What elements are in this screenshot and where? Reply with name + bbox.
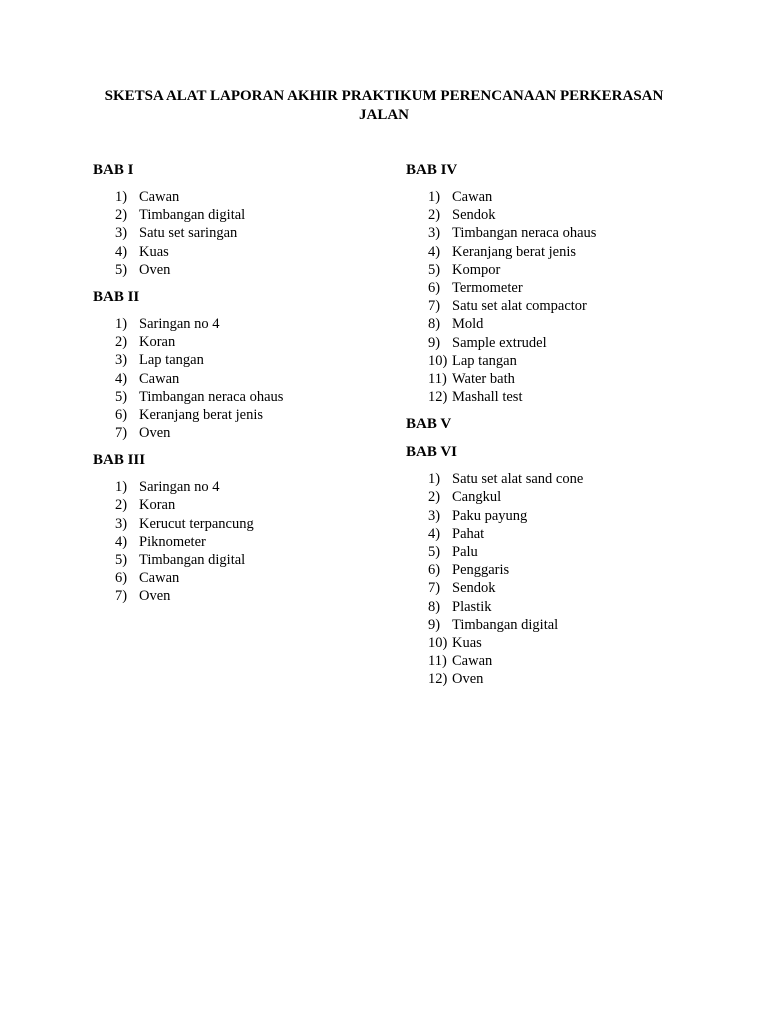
- list-item: [93, 496, 383, 514]
- list-item: [93, 388, 383, 406]
- list-item-label: Satu set saringan: [139, 225, 238, 242]
- list-item-number: 2): [428, 207, 441, 224]
- list-item-number: 2): [115, 334, 128, 351]
- list-item-label: Saringan no 4: [139, 479, 220, 496]
- list-item-number: 6): [115, 406, 128, 423]
- chapter-section: [93, 161, 383, 279]
- list-item: [93, 206, 383, 224]
- list-item: [406, 561, 706, 579]
- chapter-section: [93, 288, 383, 442]
- list-item-label: Timbangan neraca ohaus: [452, 225, 597, 242]
- list-item-number: 8): [428, 598, 441, 615]
- list-item-number: 4): [115, 533, 128, 550]
- list-item: [406, 652, 706, 670]
- list-item-label: Plastik: [452, 598, 492, 615]
- list-item-label: Keranjang berat jenis: [452, 243, 577, 260]
- list-item-number: 1): [115, 479, 128, 496]
- list-item-number: 3): [428, 507, 441, 524]
- list-item-number: 4): [115, 370, 128, 387]
- list-item-number: 6): [428, 279, 441, 296]
- list-item-label: Satu set alat sand cone: [452, 471, 584, 488]
- list-item-label: Cawan: [139, 370, 180, 387]
- list-item-number: 1): [428, 189, 441, 205]
- list-item-number: 5): [115, 261, 128, 278]
- list-item-number: 1): [428, 471, 441, 488]
- list-item-label: Penggaris: [452, 562, 510, 579]
- list-item: [406, 579, 706, 597]
- equipment-list: [93, 188, 383, 279]
- list-item: [406, 297, 706, 315]
- list-item-number: 3): [115, 515, 128, 532]
- list-item: [406, 206, 706, 224]
- list-item-number: 3): [115, 225, 128, 242]
- chapter-section: [406, 161, 706, 406]
- list-item: [93, 424, 383, 442]
- list-item: [93, 551, 383, 569]
- list-item-label: Kuas: [452, 634, 482, 651]
- list-item-label: Cawan: [139, 570, 180, 587]
- list-item-number: 4): [428, 243, 441, 260]
- list-item-label: Cangkul: [452, 489, 502, 506]
- equipment-list: [93, 315, 383, 442]
- list-item: [93, 188, 383, 206]
- chapter-section: [406, 443, 706, 688]
- list-item: [93, 587, 383, 605]
- list-item: [406, 370, 706, 388]
- list-item-label: Kompor: [452, 261, 501, 278]
- list-item: [93, 533, 383, 551]
- title-line-1: SKETSA ALAT LAPORAN AKHIR PRAKTIKUM PERENCANAAN PERKERASAN: [104, 88, 664, 104]
- list-item: [93, 315, 383, 333]
- list-item-number: 5): [115, 552, 128, 568]
- list-item-label: Koran: [139, 334, 176, 351]
- list-item-label: Water bath: [452, 370, 515, 387]
- list-item-label: Mashall test: [452, 389, 523, 406]
- list-item: [406, 634, 706, 652]
- list-item-label: Keranjang berat jenis: [139, 406, 264, 423]
- list-item-number: 5): [115, 388, 128, 405]
- title-line-2: JALAN: [358, 107, 409, 123]
- list-item: [93, 261, 383, 279]
- list-item: [93, 333, 383, 351]
- list-item: [93, 569, 383, 587]
- equipment-list: [406, 188, 706, 406]
- list-item-number: 6): [115, 570, 128, 587]
- list-item: [93, 224, 383, 242]
- list-item-label: Mold: [452, 316, 484, 333]
- list-item-label: Sendok: [452, 580, 496, 597]
- list-item-number: 7): [428, 580, 441, 597]
- list-item-label: Koran: [139, 497, 176, 514]
- list-item-number: 1): [115, 189, 128, 205]
- list-item-label: Pahat: [452, 525, 485, 542]
- chapter-section: [406, 415, 706, 434]
- list-item-label: Timbangan digital: [139, 552, 246, 568]
- list-item: [406, 488, 706, 506]
- list-item-number: 4): [428, 525, 441, 542]
- list-item: [93, 515, 383, 533]
- list-item-number: 11): [428, 370, 447, 387]
- list-item: [406, 352, 706, 370]
- list-item-label: Palu: [452, 544, 478, 560]
- list-item: [406, 315, 706, 333]
- list-item-number: 5): [428, 261, 441, 278]
- list-item: [406, 543, 706, 561]
- list-item-number: 5): [428, 544, 441, 560]
- chapter-heading: BAB VI: [406, 444, 457, 461]
- equipment-list: [93, 478, 383, 605]
- list-item-label: Oven: [139, 261, 171, 278]
- list-item: [93, 406, 383, 424]
- list-item-label: Cawan: [452, 189, 493, 205]
- list-item-label: Oven: [139, 588, 171, 605]
- list-item-label: Oven: [139, 425, 171, 442]
- list-item-number: 7): [115, 588, 128, 605]
- chapter-heading: BAB IV: [406, 162, 458, 178]
- list-item-label: Satu set alat compactor: [452, 298, 587, 315]
- list-item-label: Paku payung: [452, 507, 528, 524]
- list-item-label: Kuas: [139, 243, 169, 260]
- list-item: [93, 243, 383, 261]
- list-item: [406, 598, 706, 616]
- list-item-number: 3): [115, 352, 128, 369]
- list-item-label: Kerucut terpancung: [139, 515, 254, 532]
- chapter-heading: BAB III: [93, 452, 146, 469]
- list-item-number: 9): [428, 334, 441, 351]
- list-item: [406, 470, 706, 488]
- list-item-label: Sample extrudel: [452, 334, 547, 351]
- list-item: [406, 388, 706, 406]
- list-item: [406, 525, 706, 543]
- chapter-heading: BAB II: [93, 288, 140, 305]
- list-item: [406, 224, 706, 242]
- list-item: [406, 334, 706, 352]
- list-item-number: 10): [428, 634, 448, 651]
- list-item-number: 1): [115, 315, 128, 332]
- list-item-number: 6): [428, 562, 441, 579]
- list-item-label: Saringan no 4: [139, 315, 220, 332]
- chapter-section: [93, 451, 383, 605]
- list-item-label: Lap tangan: [452, 352, 517, 369]
- list-item: [406, 670, 706, 688]
- list-item: [406, 243, 706, 261]
- list-item-number: 2): [428, 489, 441, 506]
- list-item: [93, 351, 383, 369]
- list-item-label: Timbangan neraca ohaus: [139, 388, 284, 405]
- list-item-number: 7): [115, 425, 128, 442]
- list-item-number: 7): [428, 298, 441, 315]
- list-item-number: 9): [428, 616, 441, 633]
- list-item-number: 12): [428, 389, 448, 406]
- list-item-number: 8): [428, 316, 441, 333]
- list-item: [406, 188, 706, 206]
- list-item-label: Timbangan digital: [139, 207, 246, 224]
- list-item: [406, 261, 706, 279]
- list-item-label: Cawan: [139, 189, 180, 205]
- list-item-label: Termometer: [452, 279, 523, 296]
- document-title: [80, 87, 688, 125]
- list-item: [406, 507, 706, 525]
- list-item-number: 12): [428, 671, 448, 688]
- list-item: [406, 279, 706, 297]
- right-column: [406, 161, 706, 698]
- left-column: [93, 161, 383, 615]
- list-item: [406, 616, 706, 634]
- list-item-number: 2): [115, 207, 128, 224]
- list-item-number: 2): [115, 497, 128, 514]
- list-item-number: 3): [428, 225, 441, 242]
- list-item-label: Piknometer: [139, 533, 206, 550]
- list-item-number: 10): [428, 352, 448, 369]
- list-item-number: 11): [428, 653, 447, 670]
- list-item-label: Oven: [452, 671, 484, 688]
- list-item-label: Lap tangan: [139, 352, 204, 369]
- chapter-heading: BAB I: [93, 162, 134, 178]
- list-item-label: Cawan: [452, 653, 493, 670]
- list-item: [93, 478, 383, 496]
- list-item-label: Sendok: [452, 207, 496, 224]
- chapter-heading: BAB V: [406, 416, 452, 433]
- equipment-list: [406, 470, 706, 688]
- list-item-number: 4): [115, 243, 128, 260]
- list-item: [93, 370, 383, 388]
- list-item-label: Timbangan digital: [452, 616, 559, 633]
